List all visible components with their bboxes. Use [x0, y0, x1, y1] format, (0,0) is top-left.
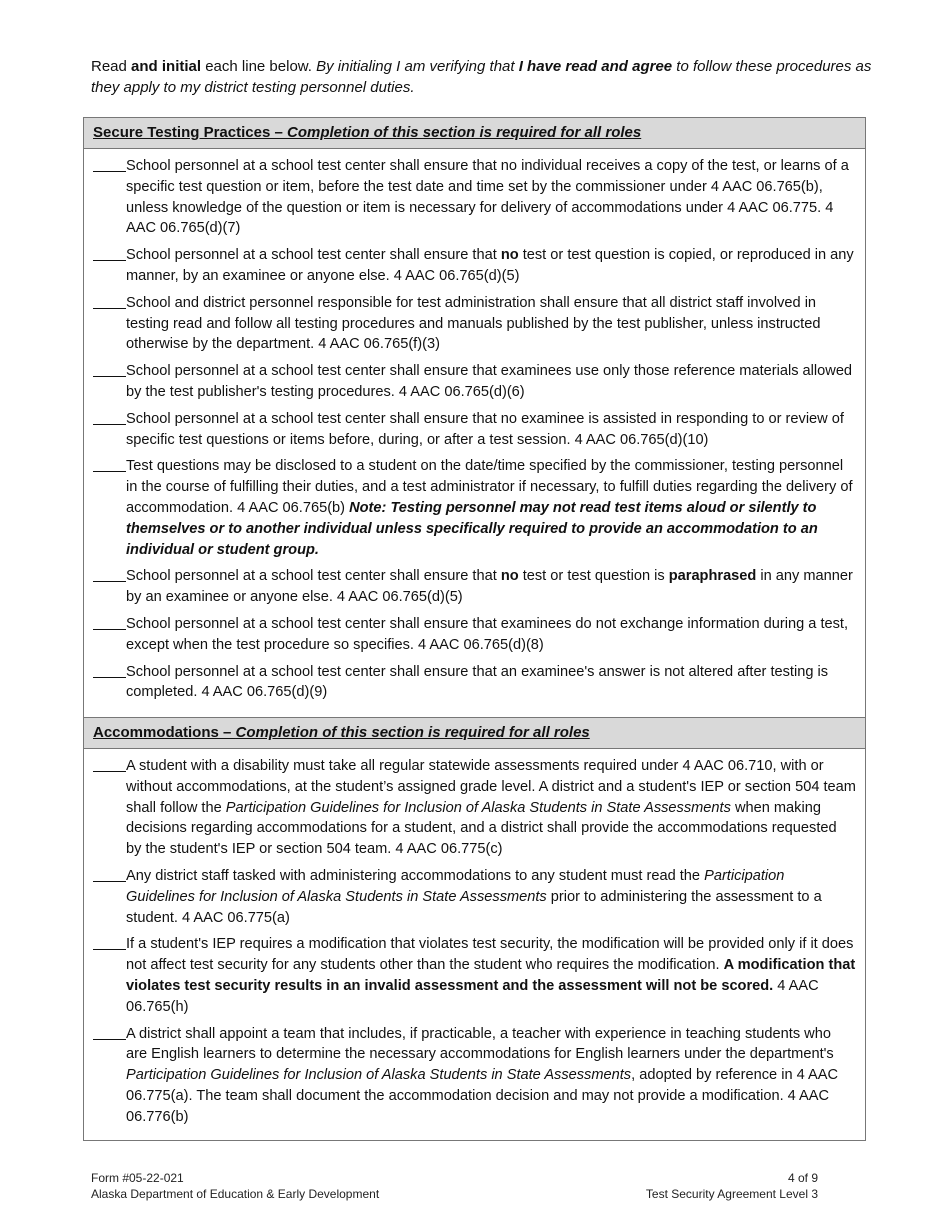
- section-header: [84, 718, 865, 749]
- form-number: Form #05-22-021: [91, 1171, 184, 1185]
- initial-blank[interactable]: [93, 756, 126, 772]
- initial-item: School and district personnel responsible for test administration shall ensure that all district staff involved in testing read and follow all testing procedures and manuals published by the test publisher, unless instructed otherwise by the department. 4 AAC 06.765(f)(3): [93, 293, 856, 355]
- section-subtitle: Completion of this section is required for all roles: [235, 724, 590, 741]
- section-title: Accommodations –: [93, 724, 236, 741]
- item-note: Note: Testing personnel may not read test items aloud or silently to themselves or to another individual unless specifically required to provide an accommodation to an individual or student group.: [126, 499, 818, 558]
- initial-blank[interactable]: [93, 245, 126, 261]
- intro-bold-italic: I have read and agree: [518, 58, 673, 75]
- initial-item: School personnel at a school test center shall ensure that no test or test question is copied, or reproduced in any manner, by an examinee or anyone else. 4 AAC 06.765(d)(5): [93, 245, 856, 287]
- initial-blank[interactable]: [93, 662, 126, 678]
- initial-item: School personnel at a school test center shall ensure that examinees do not exchange information during a test, except when the test procedure so specifies. 4 AAC 06.765(d)(8): [93, 614, 856, 656]
- intro-bold: and initial: [131, 58, 202, 75]
- initial-blank[interactable]: [93, 361, 126, 377]
- intro-instructions: [91, 56, 891, 98]
- initial-item: School personnel at a school test center shall ensure that examinees use only those reference materials allowed by the test publisher's testing procedures. 4 AAC 06.765(d)(6): [93, 361, 856, 403]
- initial-item: Test questions may be disclosed to a student on the date/time specified by the commissioner, testing personnel in the course of fulfilling their duties, and a test administrator if necessary, to fulfill duties regarding the delivery of accommodation. 4 AAC 06.765(b) Note: Testing personnel may not read test items aloud or silently to themselves or to another individual unless specifically required to provide an accommodation to an individual or student group.: [93, 456, 856, 560]
- initial-item: School personnel at a school test center shall ensure that an examinee's answer is not altered after testing is completed. 4 AAC 06.765(d)(9): [93, 662, 856, 704]
- initial-item: Any district staff tasked with administering accommodations to any student must read the Participation Guidelines for Inclusion of Alaska Students in State Assessments prior to administering the assessment to a student. 4 AAC 06.775(a): [93, 866, 856, 928]
- initial-item: A student with a disability must take all regular statewide assessments required under 4 AAC 06.710, with or without accommodations, at the student’s assigned grade level. A district and a student's IEP or section 504 team shall follow the Participation Guidelines for Inclusion of Alaska Students in State Assessments when making decisions regarding accommodations for a student, and a district shall provide the accommodations requested by the student's IEP or section 504 team. 4 AAC 06.775(c): [93, 756, 856, 860]
- footer-left: [91, 1170, 379, 1202]
- intro-text: each line below.: [201, 58, 317, 75]
- section-title: Secure Testing Practices –: [93, 124, 287, 141]
- initial-blank[interactable]: [93, 156, 126, 172]
- initial-blank[interactable]: [93, 456, 126, 472]
- accommodations-section: [83, 718, 866, 1141]
- initial-item: School personnel at a school test center shall ensure that no test or test question is paraphrased in any manner by an examinee or anyone else. 4 AAC 06.765(d)(5): [93, 566, 856, 608]
- intro-italic: to follow these procedures as they apply to my district testing personnel duties.: [91, 58, 872, 96]
- secure-testing-section: [83, 117, 866, 718]
- footer-right: [646, 1170, 818, 1202]
- initial-item: A district shall appoint a team that includes, if practicable, a teacher with experience in teaching students who are English learners to determine the necessary accommodations for English learners under the department's Participation Guidelines for Inclusion of Alaska Students in State Assessments, adopted by reference in 4 AAC 06.775(a). The team shall document the accommodation decision and may not provide a modification. 4 AAC 06.776(b): [93, 1024, 856, 1128]
- initial-item: If a student's IEP requires a modification that violates test security, the modification will be provided only if it does not affect test security for any students other than the student who requires the modification. A modification that violates test security results in an invalid assessment and the assessment will not be scored. 4 AAC 06.765(h): [93, 934, 856, 1017]
- initial-blank[interactable]: [93, 866, 126, 882]
- initial-blank[interactable]: [93, 934, 126, 950]
- initial-blank[interactable]: [93, 293, 126, 309]
- page-number: 4 of 9: [787, 1171, 818, 1185]
- section-header: [84, 118, 865, 149]
- initial-item: School personnel at a school test center shall ensure that no examinee is assisted in responding to or review of specific test questions or items before, during, or after a test session. 4 AAC 06.765(d)(10): [93, 409, 856, 451]
- initial-item: School personnel at a school test center shall ensure that no individual receives a copy of the test, or learns of a specific test question or item, before the test date and time set by the commissioner under 4 AAC 06.765(b), unless knowledge of the question or item is necessary for delivery of accommodations under 4 AAC 06.775. 4 AAC 06.765(d)(7): [93, 156, 856, 239]
- initial-blank[interactable]: [93, 614, 126, 630]
- section-subtitle: Completion of this section is required for all roles: [286, 124, 642, 141]
- intro-text: Read: [91, 58, 132, 75]
- initial-blank[interactable]: [93, 409, 126, 425]
- department-name: Alaska Department of Education & Early Development: [91, 1187, 380, 1201]
- initial-blank[interactable]: [93, 566, 126, 582]
- intro-italic: By initialing I am verifying that: [316, 58, 519, 75]
- document-title: Test Security Agreement Level 3: [645, 1187, 818, 1201]
- initial-blank[interactable]: [93, 1024, 126, 1040]
